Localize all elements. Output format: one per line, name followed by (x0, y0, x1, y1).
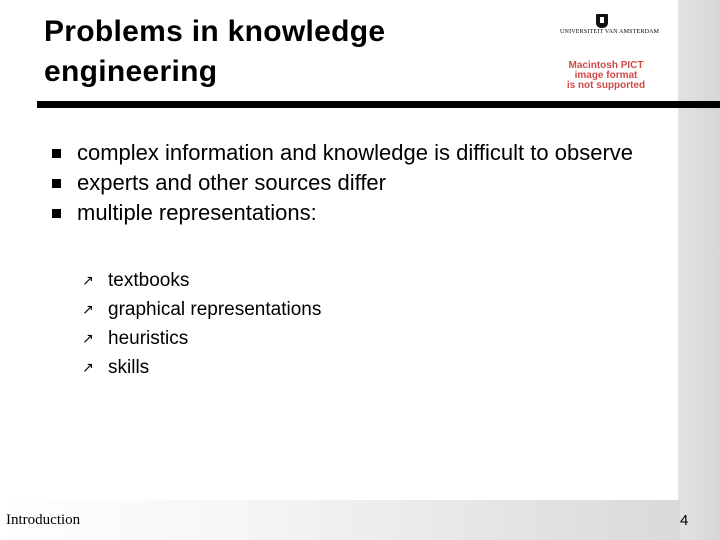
university-seal-icon (596, 14, 608, 28)
logo-area (560, 12, 660, 92)
bullet-text: experts and other sources differ (77, 170, 386, 195)
sub-bullet-item (82, 295, 321, 324)
placeholder-line: Macintosh PICT (568, 60, 644, 71)
page-number: 4 (680, 512, 689, 529)
arrow-bullet-icon: ↗ (82, 302, 94, 318)
sub-bullet-text: textbooks (108, 270, 190, 291)
bullet-text: complex information and knowledge is difficult to observe (77, 140, 634, 165)
bullet-item (52, 198, 642, 228)
sub-bullet-text: skills (108, 357, 150, 378)
square-bullet-icon (52, 209, 61, 218)
sub-bullet-text: heuristics (108, 328, 189, 349)
arrow-bullet-icon: ↗ (82, 273, 94, 289)
arrow-bullet-icon: ↗ (82, 331, 94, 347)
sub-bullet-item (82, 266, 321, 295)
sub-bullet-item (82, 353, 321, 382)
image-placeholder-message (560, 61, 652, 91)
placeholder-line: is not supported (566, 80, 646, 91)
arrow-bullet-icon: ↗ (82, 360, 94, 376)
footer-section-label: Introduction (6, 512, 81, 528)
sub-bullet-text: graphical representations (108, 299, 322, 320)
bullet-list (52, 138, 642, 228)
bullet-text: multiple representations: (77, 200, 317, 225)
sub-bullet-list (82, 266, 321, 382)
square-bullet-icon (52, 149, 61, 158)
bullet-item (52, 138, 642, 168)
square-bullet-icon (52, 179, 61, 188)
university-name: UNIVERSITEIT VAN AMSTERDAM (560, 29, 660, 35)
sub-bullet-item (82, 324, 321, 353)
footer-bar (0, 500, 680, 540)
placeholder-line: image format (574, 70, 638, 81)
right-margin-band (678, 0, 720, 540)
slide-title: Problems in knowledge engineering (44, 15, 386, 88)
bullet-item (52, 168, 642, 198)
title-divider (37, 101, 720, 108)
